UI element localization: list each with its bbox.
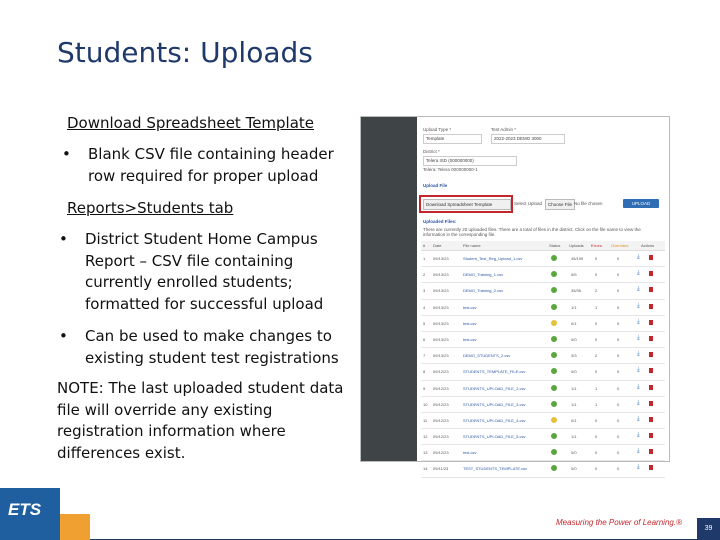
row-uploads: 35/35: [571, 288, 582, 294]
row-uploads: 0/1: [571, 320, 577, 326]
bullet-district-report: [59, 229, 330, 315]
row-number: 1: [423, 256, 426, 261]
table-row: [421, 461, 665, 477]
download-icon[interactable]: ⤓: [637, 399, 640, 406]
row-file-name[interactable]: DEMO_Training_2.csv: [463, 288, 504, 294]
row-uploads: 0/0: [571, 336, 577, 342]
district-sub-text: Telera: Telera 000000000-1: [423, 167, 478, 172]
screenshot-panel: [417, 117, 669, 472]
row-overrides: 0: [617, 434, 620, 440]
table-row: [421, 445, 665, 461]
col-header[interactable]: Date: [433, 243, 442, 248]
uploaded-files-note: There are currently 20 uploaded files. There are a total of files in the district. Click on the file name to view the information in the corresponding file.: [423, 227, 641, 237]
status-check-icon: [551, 385, 557, 391]
table-header: [421, 241, 665, 251]
download-icon[interactable]: ⤓: [637, 254, 640, 260]
status-check-icon: [551, 320, 557, 326]
delete-icon[interactable]: [649, 385, 653, 390]
download-icon[interactable]: ⤓: [637, 286, 640, 293]
bullet-change-registrations: [59, 326, 340, 369]
row-overrides: 0: [617, 385, 620, 391]
row-overrides: 0: [617, 256, 620, 261]
col-header: Actions: [641, 243, 655, 248]
upload-page-screenshot: [360, 116, 670, 472]
row-file-name[interactable]: STUDENTS_UPLOAD_FILE_3.csv: [463, 401, 526, 407]
tagline: Measuring the Power of Learning.®: [556, 518, 682, 527]
table-row: [421, 251, 665, 267]
row-overrides: 0: [617, 401, 620, 407]
status-check-icon: [551, 417, 557, 423]
row-date: 09/12/23: [433, 385, 449, 391]
delete-icon[interactable]: [649, 465, 653, 470]
row-file-name[interactable]: TEST_STUDENTS_TEMPLATE.csv: [463, 466, 528, 472]
row-overrides: 0: [617, 450, 620, 456]
bullet-dot: •: [62, 145, 71, 163]
row-uploads: 1/1: [571, 304, 577, 310]
row-date: 09/13/23: [433, 320, 449, 326]
test-admin-label: Test Admin *: [491, 127, 517, 132]
row-date: 09/13/23: [433, 272, 449, 278]
bullet-dot: •: [59, 230, 68, 248]
row-file-name[interactable]: Student_Test_Reg_Upload_1.csv: [463, 256, 523, 261]
row-number: 7: [423, 353, 426, 359]
download-icon[interactable]: ⤓: [637, 464, 640, 471]
row-date: 09/12/23: [433, 401, 449, 407]
district-label: District *: [423, 149, 440, 154]
row-uploads: 3/3: [571, 353, 577, 359]
upload-button[interactable]: UPLOAD: [623, 199, 659, 208]
upload-type-label: Upload Type *: [423, 127, 452, 132]
row-number: 13: [423, 450, 428, 456]
row-number: 8: [423, 369, 426, 375]
status-check-icon: [551, 401, 557, 407]
status-check-icon: [551, 336, 557, 342]
table-row: [421, 413, 665, 429]
row-date: 09/12/23: [433, 369, 449, 375]
row-overrides: 0: [617, 272, 620, 278]
row-number: 11: [423, 417, 428, 423]
row-errors: 0: [595, 336, 598, 342]
status-check-icon: [551, 287, 557, 293]
delete-icon[interactable]: [649, 352, 653, 357]
row-file-name[interactable]: STUDENTS_UPLOAD_FILE_2.csv: [463, 385, 526, 391]
row-date: 09/13/23: [433, 288, 449, 294]
district-select[interactable]: Telera ISD (000000000): [423, 156, 517, 166]
row-uploads: 1/1: [571, 385, 577, 391]
delete-icon[interactable]: [649, 417, 653, 422]
row-overrides: 0: [617, 336, 620, 342]
row-file-name[interactable]: test.csv: [463, 304, 477, 310]
row-date: 09/13/23: [433, 304, 449, 310]
row-file-name[interactable]: STUDENTS_TEMPLATE_FILE.csv: [463, 369, 526, 375]
row-date: 09/12/23: [433, 434, 449, 440]
row-errors: 1: [595, 304, 598, 310]
row-overrides: 0: [617, 369, 620, 375]
select-upload-label: Select Upload: [514, 201, 543, 206]
delete-icon[interactable]: [649, 320, 653, 325]
row-date: 09/11/23: [433, 466, 449, 472]
row-errors: 0: [595, 434, 598, 440]
status-check-icon: [551, 449, 557, 455]
bullet-text: District Student Home Campus Report – CSV file containing currently enrolled students; formatted for successful upload: [85, 230, 324, 313]
table-row: [421, 332, 665, 348]
download-template-button[interactable]: Download Spreadsheet Template: [423, 199, 511, 210]
uploaded-files-table: [421, 241, 665, 478]
row-errors: 0: [595, 450, 598, 456]
download-icon[interactable]: ⤓: [637, 448, 640, 455]
row-uploads: 45/199: [571, 256, 584, 261]
delete-icon[interactable]: [649, 433, 653, 438]
row-uploads: 0/0: [571, 450, 577, 456]
delete-icon[interactable]: [649, 255, 653, 260]
table-row: [421, 316, 665, 332]
table-row: [421, 267, 665, 283]
row-errors: 2: [595, 353, 598, 359]
status-check-icon: [551, 368, 557, 374]
col-header: #: [423, 243, 426, 248]
bullet-text: Blank CSV file containing header row required for proper upload: [88, 145, 334, 185]
status-check-icon: [551, 271, 557, 277]
download-icon[interactable]: ⤓: [637, 302, 640, 309]
delete-icon[interactable]: [649, 449, 653, 454]
download-icon[interactable]: ⤓: [637, 270, 640, 277]
col-header: Uploads: [569, 243, 584, 248]
table-row: [421, 364, 665, 380]
ets-logo-text: ETS: [8, 500, 42, 519]
row-number: 6: [423, 336, 426, 342]
download-icon[interactable]: ⤓: [637, 351, 640, 358]
download-icon[interactable]: ⤓: [637, 383, 640, 390]
row-uploads: 1/1: [571, 434, 577, 440]
page-number: 39: [697, 518, 720, 540]
bullet-text: Can be used to make changes to existing student test registrations: [85, 327, 339, 367]
section-heading-reports-students: Reports>Students tab: [67, 199, 234, 217]
row-errors: 1: [595, 385, 598, 391]
row-overrides: 0: [617, 353, 620, 359]
delete-icon[interactable]: [649, 401, 653, 406]
col-header: Status: [549, 243, 561, 248]
row-number: 2: [423, 272, 426, 278]
row-file-name[interactable]: test.csv: [463, 320, 477, 326]
table-row: [421, 397, 665, 413]
delete-icon[interactable]: [649, 368, 653, 373]
row-uploads: 0/1: [571, 417, 577, 423]
delete-icon[interactable]: [649, 304, 653, 309]
row-errors: 0: [595, 272, 598, 278]
row-overrides: 0: [617, 304, 620, 310]
row-date: 09/12/23: [433, 417, 449, 423]
row-overrides: 0: [617, 466, 620, 472]
upload-type-select[interactable]: Template: [423, 134, 482, 144]
row-errors: 0: [595, 256, 598, 261]
bullet-dot: •: [59, 327, 68, 345]
table-row: [421, 381, 665, 397]
row-overrides: 0: [617, 288, 620, 294]
test-admin-select[interactable]: 2022-2023 DEMO 3000: [491, 134, 565, 144]
row-errors: 1: [595, 401, 598, 407]
row-file-name[interactable]: STUDENTS_UPLOAD_FILE_4.csv: [463, 417, 526, 423]
row-date: 09/12/23: [433, 450, 449, 456]
table-body: [421, 251, 665, 478]
col-header[interactable]: File name: [463, 243, 481, 248]
row-uploads: 0/0: [571, 466, 577, 472]
row-number: 5: [423, 320, 426, 326]
delete-icon[interactable]: [649, 287, 653, 292]
download-icon[interactable]: ⤓: [637, 367, 640, 374]
slide-title: Students: Uploads: [57, 36, 313, 69]
download-icon[interactable]: ⤓: [637, 334, 640, 341]
row-number: 4: [423, 304, 426, 310]
row-overrides: 0: [617, 417, 620, 423]
row-uploads: 5/5: [571, 272, 577, 278]
row-file-name[interactable]: test.csv: [463, 450, 477, 456]
col-header: Overrides: [611, 243, 629, 248]
status-check-icon: [551, 352, 557, 358]
row-errors: 0: [595, 320, 598, 326]
row-file-name[interactable]: STUDENTS_UPLOAD_FILE_5.csv: [463, 434, 526, 440]
row-number: 9: [423, 385, 426, 391]
row-file-name[interactable]: DEMO_STUDENTS_2.csv: [463, 353, 511, 359]
row-number: 3: [423, 288, 426, 294]
row-number: 14: [423, 466, 428, 472]
col-header: Errors: [591, 243, 602, 248]
logo-accent: [60, 514, 90, 540]
row-number: 10: [423, 401, 428, 407]
row-errors: 2: [595, 288, 598, 294]
row-errors: 0: [595, 466, 598, 472]
row-file-name[interactable]: DEMO_Training_1.csv: [463, 272, 504, 278]
row-date: 09/13/23: [433, 256, 449, 261]
status-check-icon: [551, 465, 557, 471]
download-icon[interactable]: ⤓: [637, 415, 640, 422]
row-uploads: 1/1: [571, 401, 577, 407]
bullet-blank-csv: [62, 144, 338, 187]
row-errors: 0: [595, 417, 598, 423]
download-template-highlight: [419, 195, 513, 213]
screenshot-sidebar: [361, 117, 417, 461]
row-file-name[interactable]: test.csv: [463, 336, 477, 342]
status-check-icon: [551, 255, 557, 261]
table-row: [421, 429, 665, 445]
note-text: NOTE: The last uploaded student data file will override any existing registration information where differences exist.: [57, 379, 344, 462]
delete-icon[interactable]: [649, 336, 653, 341]
uploaded-files-title: Uploaded Files:: [423, 219, 457, 224]
download-icon[interactable]: ⤓: [637, 318, 640, 325]
no-file-chosen-text: No file chosen: [574, 201, 603, 206]
table-row: [421, 348, 665, 364]
row-date: 09/13/23: [433, 353, 449, 359]
status-check-icon: [551, 433, 557, 439]
choose-file-button[interactable]: Choose File: [545, 199, 575, 210]
row-uploads: 0/0: [571, 369, 577, 375]
row-number: 12: [423, 434, 428, 440]
section-heading-download-template: Download Spreadsheet Template: [67, 114, 315, 132]
row-date: 09/13/23: [433, 336, 449, 342]
upload-file-label: Upload File: [423, 183, 448, 188]
delete-icon[interactable]: [649, 271, 653, 276]
row-errors: 0: [595, 369, 598, 375]
table-row: [421, 300, 665, 316]
table-row: [421, 283, 665, 299]
row-overrides: 0: [617, 320, 620, 326]
download-icon[interactable]: ⤓: [637, 432, 640, 439]
status-check-icon: [551, 304, 557, 310]
